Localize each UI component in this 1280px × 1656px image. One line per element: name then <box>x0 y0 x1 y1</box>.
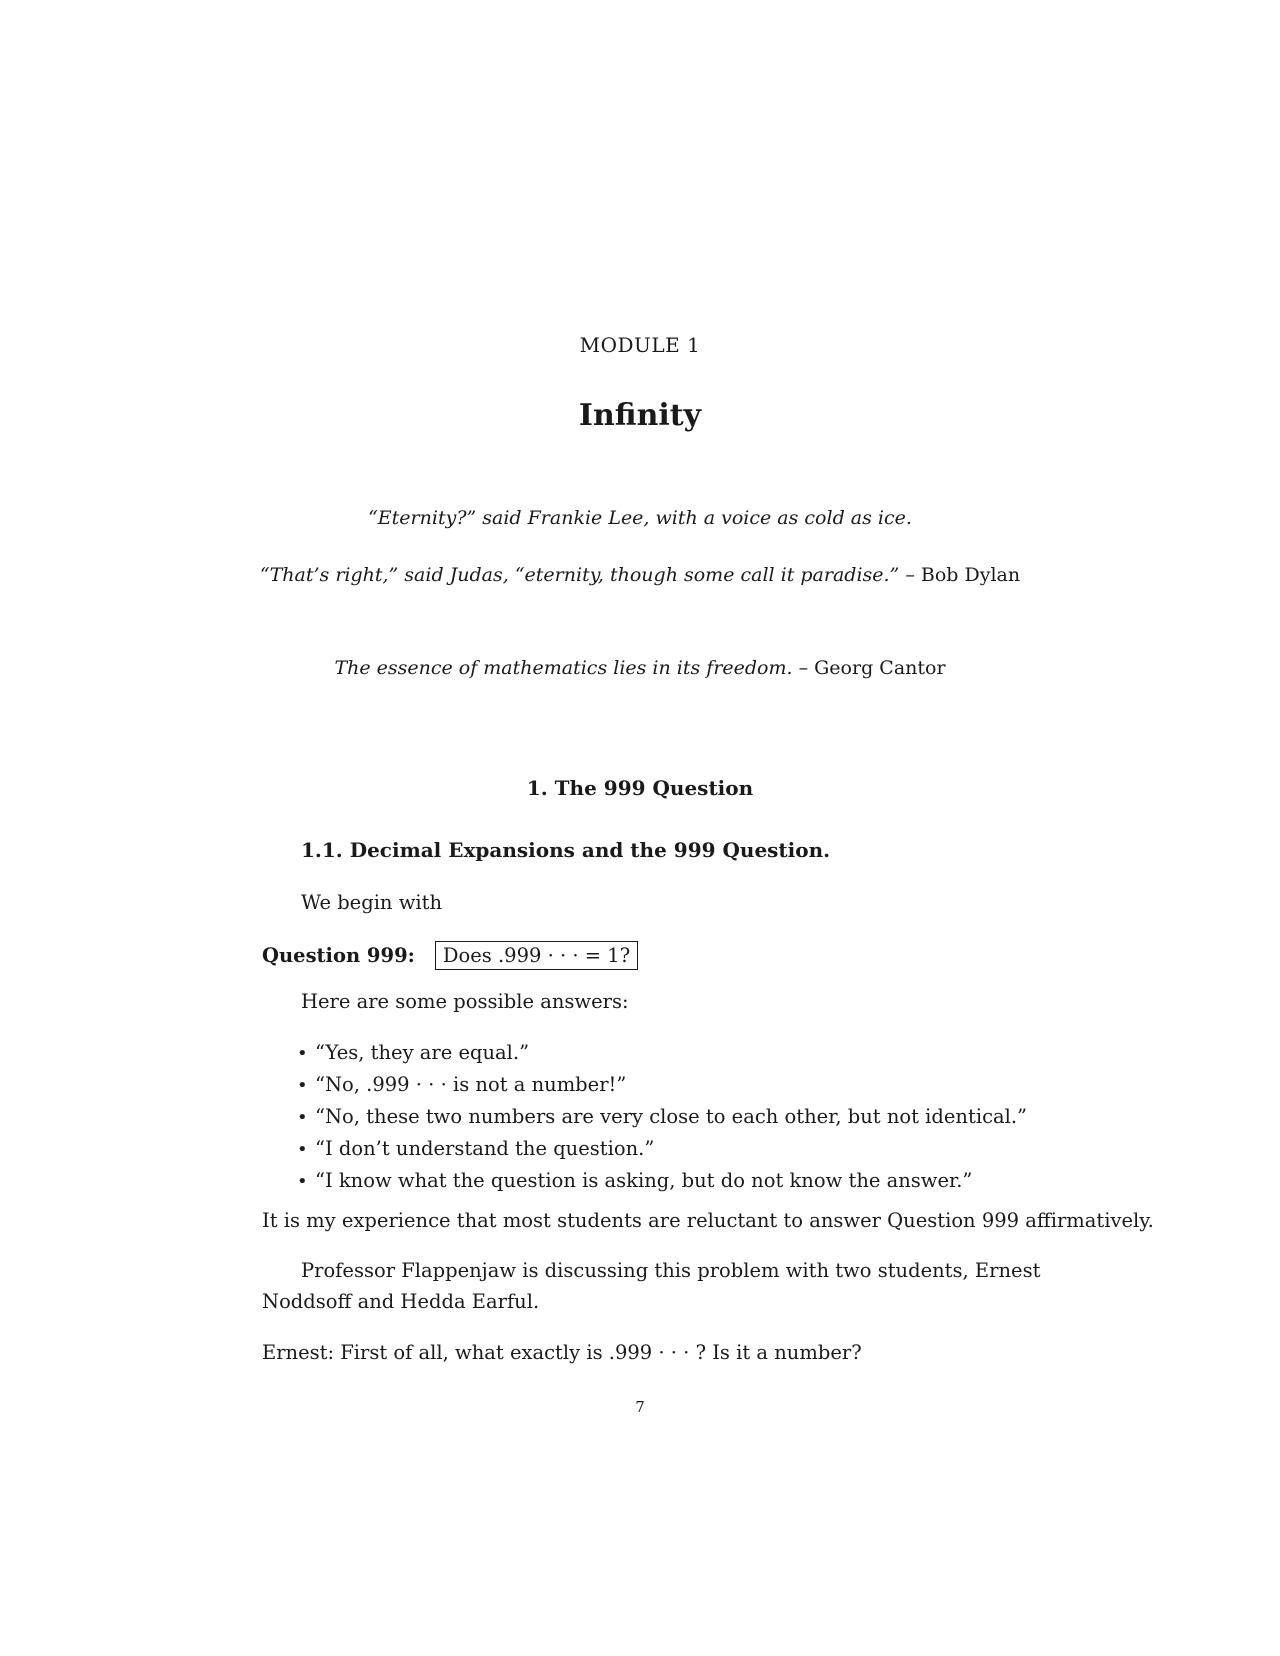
bullet-icon: • <box>297 1139 308 1160</box>
subsection-title: 1.1. Decimal Expansions and the 999 Question. <box>301 838 831 862</box>
question-box: Does .999 · · · = 1? <box>435 941 638 970</box>
list-item: • “I know what the question is asking, but do not know the answer.” <box>297 1165 1027 1197</box>
list-item: • “I don’t understand the question.” <box>297 1133 1027 1165</box>
epigraph-dylan-line-1 <box>0 507 1280 529</box>
epigraph-dylan-line-2 <box>0 564 1280 586</box>
bullet-icon: • <box>297 1171 308 1192</box>
bullet-icon: • <box>297 1107 308 1128</box>
bullet-icon: • <box>297 1075 308 1096</box>
page-number: 7 <box>635 1398 645 1416</box>
epigraph-quote: “That’s right,” said Judas, “eternity, though some call it paradise.” <box>259 564 900 586</box>
list-item: • “No, these two numbers are very close to each other, but not identical.” <box>297 1101 1027 1133</box>
discussion-paragraph: Professor Flappenjaw is discussing this problem with two students, Ernest Noddsoff and Hedda Earful. <box>262 1259 1041 1313</box>
epigraph-attribution: – Georg Cantor <box>798 657 946 679</box>
bullet-icon: • <box>297 1043 308 1064</box>
list-item: • “Yes, they are equal.” <box>297 1037 1027 1069</box>
dialogue-ernest: Ernest: First of all, what exactly is .999 · · · ? Is it a number? <box>262 1341 862 1364</box>
experience-paragraph: It is my experience that most students are reluctant to answer Question 999 affirmatively. <box>262 1209 1154 1232</box>
section-title: 1. The 999 Question <box>526 776 754 800</box>
list-item: • “No, .999 · · · is not a number!” <box>297 1069 1027 1101</box>
answers-intro: Here are some possible answers: <box>301 990 629 1013</box>
question-label: Question 999: <box>262 944 415 967</box>
epigraph-cantor <box>0 657 1280 679</box>
answers-list <box>297 1037 1027 1197</box>
module-label: MODULE 1 <box>579 333 701 357</box>
epigraph-attribution: – Bob Dylan <box>905 564 1021 586</box>
question-999 <box>262 941 638 970</box>
module-title: Infinity <box>578 398 702 433</box>
epigraph-quote: “Eternity?” said Frankie Lee, with a voice as cold as ice. <box>368 507 912 529</box>
epigraph-quote: The essence of mathematics lies in its freedom. <box>334 657 793 679</box>
intro-paragraph: We begin with <box>301 891 443 914</box>
